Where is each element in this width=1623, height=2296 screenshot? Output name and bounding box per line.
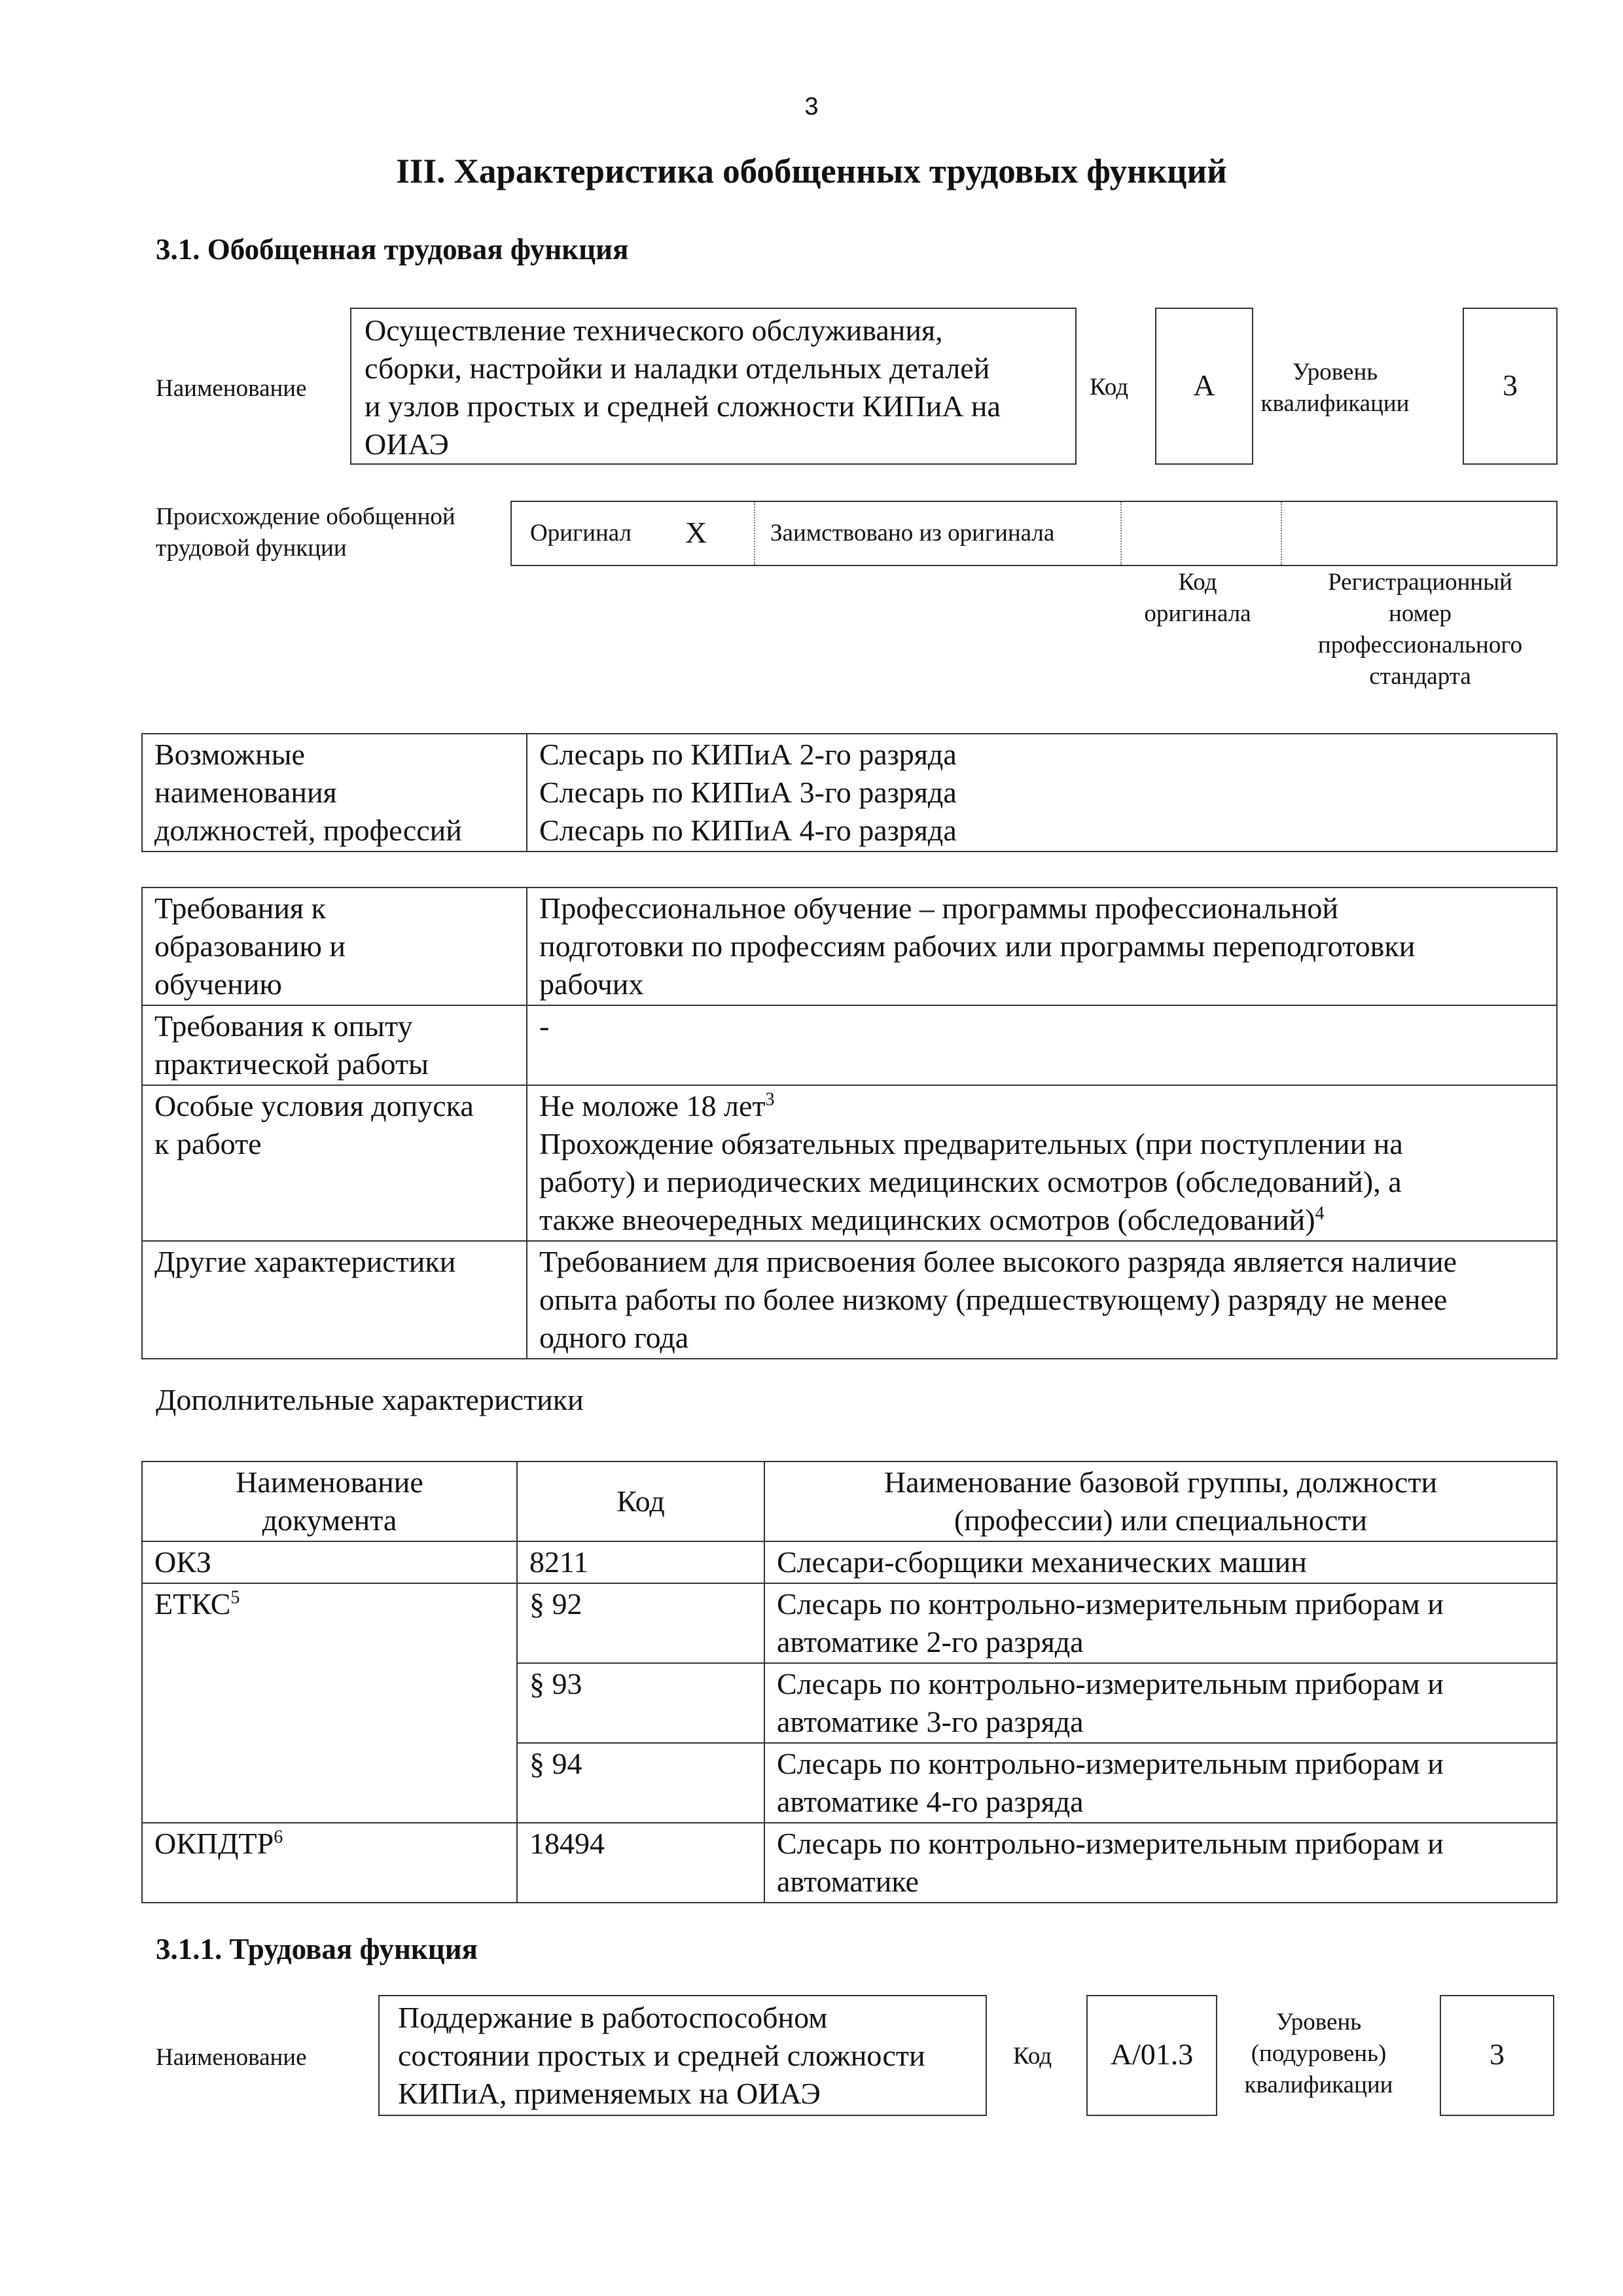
cell-code: § 92	[517, 1583, 764, 1663]
gtf-origin-box	[510, 501, 1558, 566]
page-number: 3	[804, 93, 819, 120]
cell-name: Слесари-сборщики механических машин	[764, 1541, 1557, 1583]
table-row	[142, 734, 1557, 852]
col-header-doc: Наименование документа	[142, 1462, 517, 1541]
cell-code: 18494	[517, 1823, 764, 1903]
requirements-table	[141, 887, 1558, 1359]
footnote-ref: 3	[765, 1089, 775, 1110]
table-row	[142, 888, 1557, 1005]
gtf-name-text: Осуществление технического обслуживания, сборки, настройки и наладки отдельных деталей и узлов простых и средней сложности КИПиА на ОИАЭ	[365, 314, 1001, 461]
col-header-code: Код	[517, 1462, 764, 1541]
section-title: III. Характеристика обобщенных трудовых функций	[396, 152, 1227, 190]
table-row	[142, 1241, 1557, 1359]
table-row	[142, 1583, 1557, 1663]
req-label: Требования к образованию и обучению	[142, 888, 527, 1005]
tf-level-value: 3	[1489, 2037, 1505, 2071]
table-header-row	[142, 1462, 1557, 1541]
gtf-level-label: Уровень квалификации	[1260, 359, 1410, 417]
req-label: Особые условия допуска к работе	[142, 1085, 527, 1241]
tf-code-value: А/01.3	[1110, 2037, 1194, 2071]
positions-label: Возможные наименования должностей, профессий	[142, 734, 527, 852]
cell-doc: ЕТКС$^5$	[142, 1583, 517, 1823]
tf-name-box	[378, 1995, 987, 2116]
col-header-group: Наименование базовой группы, должности (профессии) или специальности	[764, 1462, 1557, 1541]
table-row	[142, 1005, 1557, 1085]
req-label: Другие характеристики	[142, 1241, 527, 1359]
tf-level-label: Уровень (подуровень) квалификации	[1244, 2009, 1393, 2098]
tf-name-label: Наименование	[156, 2044, 307, 2071]
cell-name: Слесарь по контрольно-измерительным приборам и автоматике	[764, 1823, 1557, 1903]
tf-name-text: Поддержание в работоспособном состоянии простых и средней сложности КИПиА, применяемых на ОИАЭ	[398, 2001, 925, 2110]
reg-number-caption: Регистрационный номер профессионального стандарта	[1317, 569, 1523, 690]
tf-code-box	[1086, 1995, 1217, 2116]
gtf-level-value: 3	[1503, 368, 1518, 402]
cell-name: Слесарь по контрольно-измерительным приборам и автоматике 3-го разряда	[764, 1663, 1557, 1743]
gtf-code-value: А	[1193, 368, 1215, 402]
additional-table	[141, 1461, 1558, 1903]
original-label: Оригинал	[530, 520, 632, 547]
tf-heading: 3.1.1. Трудовая функция	[156, 1933, 478, 1965]
gtf-name-label: Наименование	[156, 375, 307, 402]
footnote-ref: 6	[274, 1827, 283, 1848]
req-value: Профессиональное обучение – программы профессиональной подготовки по профессиям рабочих или программы переподготовки рабочих	[527, 888, 1557, 1005]
original-mark: X	[685, 516, 707, 549]
gtf-origin-label: Происхождение обобщенной трудовой функции	[156, 503, 455, 562]
positions-values: Слесарь по КИПиА 2-го разряда Слесарь по КИПиА 3-го разряда Слесарь по КИПиА 4-го разряда	[527, 734, 1557, 852]
req-value: Требованием для присвоения более высокого разряда является наличие опыта работы по более низкому (предшествующему) разряду не менее одного года	[527, 1241, 1557, 1359]
orig-code-caption: Код оригинала	[1144, 569, 1251, 627]
gtf-level-box	[1463, 308, 1558, 465]
gtf-name-box	[350, 308, 1077, 465]
cell-name: Слесарь по контрольно-измерительным приборам и автоматике 2-го разряда	[764, 1583, 1557, 1663]
cell-code: § 94	[517, 1743, 764, 1823]
req-value: Не моложе 18 лет$^3$ Прохождение обязательных предварительных (при поступлении на работу) и периодических медицинских осмотров (обследований), а также внеочередных медицинских осмотров (обследований)$^4$	[527, 1085, 1557, 1241]
table-row	[142, 1085, 1557, 1241]
tf-code-label: Код	[1013, 2043, 1052, 2070]
gtf-code-box	[1155, 308, 1253, 465]
req-label: Требования к опыту практической работы	[142, 1005, 527, 1085]
positions-table	[141, 733, 1558, 852]
footnote-ref: 5	[230, 1587, 240, 1608]
cell-doc: ОКПДТР$^6$	[142, 1823, 517, 1903]
table-row	[142, 1823, 1557, 1903]
cell-code: § 93	[517, 1663, 764, 1743]
footnote-ref: 4	[1315, 1203, 1325, 1224]
req-value: -	[527, 1005, 1557, 1085]
gtf-heading: 3.1. Обобщенная трудовая функция	[156, 233, 629, 266]
tf-level-box	[1440, 1995, 1554, 2116]
cell-doc: ОКЗ	[142, 1541, 517, 1583]
table-row	[142, 1541, 1557, 1583]
gtf-code-label: Код	[1090, 374, 1129, 401]
cell-code: 8211	[517, 1541, 764, 1583]
additional-title: Дополнительные характеристики	[156, 1383, 584, 1416]
cell-name: Слесарь по контрольно-измерительным приборам и автоматике 4-го разряда	[764, 1743, 1557, 1823]
borrowed-label: Заимствовано из оригинала	[770, 520, 1055, 547]
